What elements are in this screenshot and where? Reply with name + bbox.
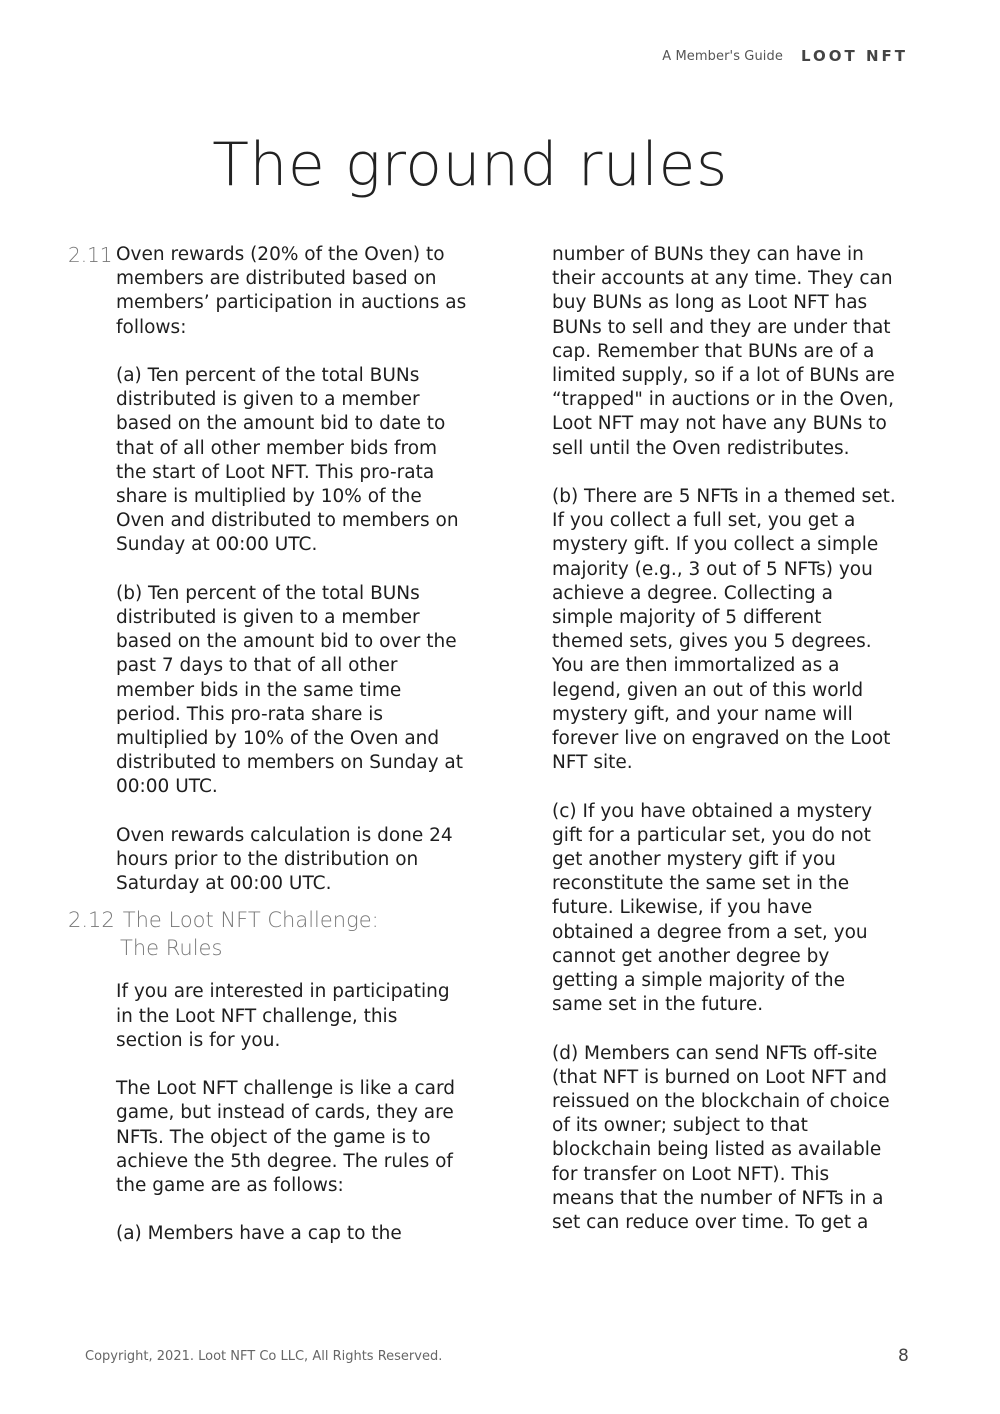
- item-a-continued: number of BUNs they can have in their accounts at any time. They can buy BUNs as long as Loot NFT has BUNs to sell and they are under that cap. Remember that BUNs are of a limited supply, so if a lot of BUNs are “trapped" in auctions or in the Oven, Loot NFT may not have any BUNs to sell until the Oven redistributes.: [552, 244, 895, 459]
- section-2-12-title-line2: The Rules: [120, 936, 223, 961]
- page-header: [662, 47, 908, 65]
- section-2-11-calculation-note: Oven rewards calculation is done 24 hours prior to the distribution on Saturday at 00:00 UTC.: [116, 824, 453, 895]
- section-2-12: [68, 980, 468, 1246]
- section-2-12-title-line1: The Loot NFT Challenge:: [122, 908, 379, 933]
- page-number: 8: [898, 1346, 909, 1366]
- section-2-12-item-a-start: (a) Members have a cap to the: [116, 1223, 402, 1245]
- item-b: (b) There are 5 NFTs in a themed set. If you collect a full set, you get a mystery gift. If you collect a simple majority (e.g., 3 out of 5 NFTs) you achieve a degree. Collecting a simple majority of 5 different themed sets, gives you 5 degrees. You are then immortalized as a legend, given an out of this world mystery gift, and your name will forever live on engraved on the Loot NFT site.: [552, 486, 896, 774]
- guide-label: A Member's Guide: [662, 48, 783, 64]
- section-2-11-item-b: (b) Ten percent of the total BUNs distributed is given to a member based on the amount bid to over the past 7 days to that of all other member bids in the same time period. This pro-rata share is multiplied by 10% of the Oven and distributed to members on Sunday at 00:00 UTC.: [116, 582, 463, 798]
- item-d: (d) Members can send NFTs off-site (that NFT is burned on Loot NFT and reissued on the blockchain of choice of its owner; subject to that blockchain being listed as available for transfer on Loot NFT). This means that the number of NFTs in a set can reduce over time. To get a: [552, 1042, 890, 1234]
- section-2-11: [68, 243, 468, 896]
- right-column: [552, 243, 897, 1259]
- section-number-2-12: 2.12: [68, 908, 115, 933]
- loot-nft-logo: LOOT NFT: [800, 47, 908, 65]
- item-c: (c) If you have obtained a mystery gift for a particular set, you do not get another mystery gift if you reconstitute the same set in the future. Likewise, if you have obtained a degree from a set, you cannot get another degree by getting a simple majority of the same set in the future.: [552, 800, 873, 1016]
- left-column: [68, 243, 468, 1271]
- section-2-12-intro: If you are interested in participating in the Loot NFT challenge, this section is for you.: [116, 981, 450, 1051]
- section-2-11-intro: Oven rewards (20% of the Oven) to members are distributed based on members’ participation in auctions as follows:: [116, 244, 467, 338]
- copyright-footer: Copyright, 2021. Loot NFT Co LLC, All Rights Reserved.: [85, 1349, 443, 1364]
- page-title: The ground rules: [212, 130, 728, 200]
- section-2-12-description: The Loot NFT challenge is like a card game, but instead of cards, they are NFTs. The object of the game is to achieve the 5th degree. The rules of the game are as follows:: [116, 1078, 456, 1197]
- section-2-12-heading: [68, 906, 468, 962]
- section-number-2-11: 2.11: [68, 243, 113, 267]
- section-2-11-item-a: (a) Ten percent of the total BUNs distributed is given to a member based on the amount bid to date to that of all other member bids from the start of Loot NFT. This pro-rata share is multiplied by 10% of the Oven and distributed to members on Sunday at 00:00 UTC.: [116, 365, 459, 556]
